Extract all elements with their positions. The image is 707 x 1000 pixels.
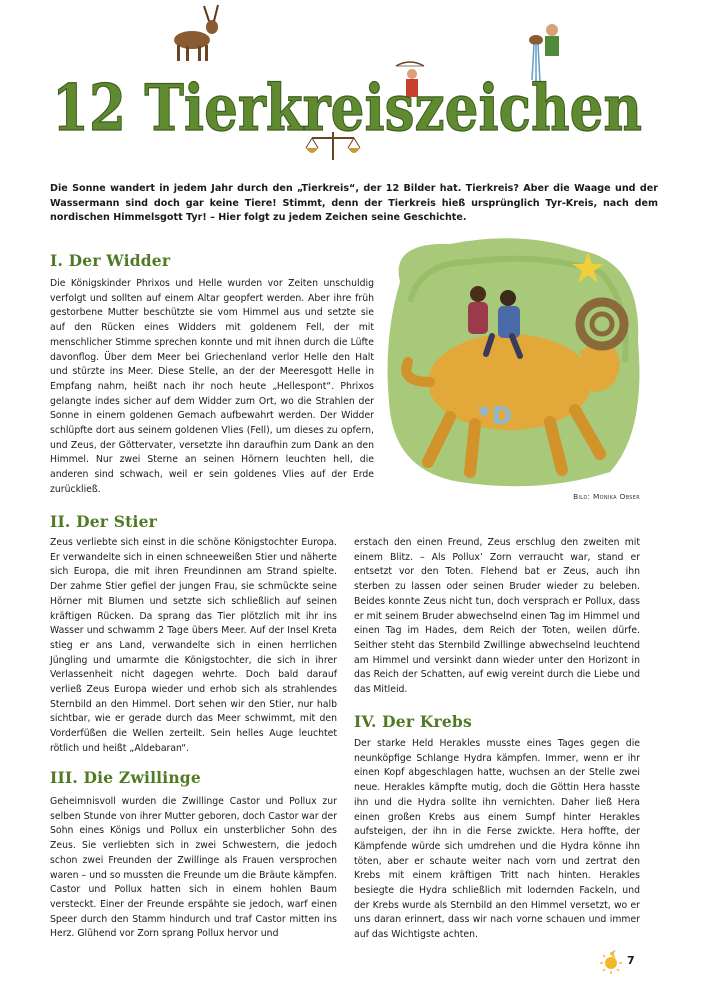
heading-stier: II. Der Stier	[50, 512, 158, 531]
paragraph-widder: Die Königskinder Phrixos und Helle wurden vor Zeiten unschuldig verfolgt und sollten auf einem Altar geopfert werden. Aber ihre früh gestorbene Mutter beschützte sie vom Himmel aus und setzte sie auf den Rücken eines Widders mit goldenem Fell, der mit menschlicher Stimme sprechen konnte und mit ihnen durch die Lüfte davonflog. Über dem Meer bei Griechenland verlor Helle den Halt und stürzte ins Meer. Diese Stelle, an der der Meeresgott Helle in Empfang nahm, heißt nach ihr noch heute „Hellespont“. Phrixos gelangte indes sicher auf dem Widder zum Ort, wo die Strahlen der Sonne in einem goldenen Gemach aufbewahrt werden. Der Widder schlüpfte dort aus seinem goldenen Vlies (Fell), um dieses zu opfern, und Zeus, der Göttervater, versetzte ihn daraufhin zum Dank an den Himmel. Nur zwei Sterne an seinen Hörnern leuchten hell, die anderen sind schwach, weil er sein goldenes Vlies auf der Erde zurückließ.	[50, 278, 374, 495]
page-number: 7	[627, 954, 635, 967]
paragraph-krebs: Der starke Held Herakles musste eines Tages gegen die neunköpfige Schlange Hydra kämpfen. Immer, wenn er ihr einen Kopf abgeschlagen hatte, wuchsen an der Stelle zwei neue. Herakles kämpfte mutig, doch die Göttin Hera hasste ihn und die Hydra sollte ihn vernichten. Daher ließ Hera einen großen Krebs aus einem Sumpf hinter Herakles aufsteigen, der ihn in die Ferse zwickte. Hera hoffte, der Kämpfende würde sich umdrehen und die Hydra könne ihn töten, aber er schaute weiter nach vorn und zertrat den Krebs mit einem kräftigen Tritt nach hinten. Herakles besiegte die Hydra schließlich mit lodernden Fackeln, und der Krebs wurde als Sternbild an den Himmel versetzt, wo er uns daran erinnert, dass wir nach vorne schauen und immer auf das Wichtigste achten.	[354, 738, 640, 941]
title-banner	[0, 0, 707, 175]
text-zwillinge-continued	[354, 536, 640, 698]
text-widder	[50, 277, 374, 498]
heading-zwillinge: III. Die Zwillinge	[50, 768, 201, 787]
text-krebs	[354, 737, 640, 943]
text-zwillinge	[50, 795, 337, 942]
paragraph-stier: Zeus verliebte sich einst in die schöne Königstochter Europa. Er verwandelte sich in einen schneeweißen Stier und näherte sich Europa, die mit ihren Freundinnen am Strand spielte. Der zahme Stier gefiel der jungen Frau, sie schmückte seine Hörner mit Blumen und setzte sich schließlich auf seinen kräftigen Rücken. Da sprang das Tier plötzlich mit ihr ins Wasser und schwamm 2 Tage übers Meer. Auf der Insel Kreta stieg er ans Land, verwandelte sich in einen herrlichen Jüngling und umarmte die Königstochter, die sich in ihrer Verlassenheit nicht dagegen wehrte. Doch bald darauf verließ Zeus Europa wieder und erhob sich als strahlendes Sternbild an den Himmel. Dort sehen wir den Stier, nur halb sichtbar, wie er gerade durch das Meer schwimmt, mit den Vorderfüßen die Wellen zerteilt. Sein helles Auge leuchtet rötlich und heißt „Aldebaran“.	[50, 537, 337, 754]
goat-icon	[174, 5, 218, 61]
image-credit: Bild: Monika Obser	[573, 492, 640, 501]
paragraph-zwillinge-continued: erstach den einen Freund, Zeus erschlug den zweiten mit einem Blitz. – Als Pollux’ Zorn verraucht war, stand er entsetzt vor den Toten. Flehend bat er Zeus, auch ihn sterben zu lassen oder seinen Bruder wieder zu beleben. Beides konnte Zeus nicht tun, doch versprach er Pollux, dass er mit seinem Bruder abwechselnd einen Tag im Himmel und einen Tag im Hades, dem Reich der Toten, weilen dürfe. Seither steht das Sternbild Zwillinge abwechselnd leuchtend am Himmel und versinkt dann wieder unter den Horizont in das Reich der Schatten, auf ewig vereint durch die Liebe und das Mitleid.	[354, 537, 640, 696]
illustration-letter: D	[492, 402, 512, 430]
heading-widder: I. Der Widder	[50, 251, 171, 270]
heading-krebs: IV. Der Krebs	[354, 712, 472, 731]
paragraph-zwillinge: Geheimnisvoll wurden die Zwillinge Castor und Pollux zur selben Stunde von ihrer Mutter geboren, doch Castor war der Sohn eines Königs und Pollux ein unsterblicher Sohn des Zeus. Sie verliebten sich in zwei Schwestern, die jedoch schon zwei Freunden der Zwillinge als Frauen versprochen waren – und so mussten die Freunde um die Bräute kämpfen. Castor und Pollux hatten sich in einem hohlen Baum versteckt. Einer der Freunde erspähte sie jedoch, warf einen Speer durch den Stamm hindurch und traf Castor mitten ins Herz. Glühend vor Zorn sprang Pollux hervor und	[50, 796, 337, 940]
sun-moon-icon	[598, 948, 624, 974]
page-title: 12 Tierkreiszeichen	[52, 71, 642, 146]
intro-paragraph: Die Sonne wandert in jedem Jahr durch den „Tierkreis“, der 12 Bilder hat. Tierkreis? Aber die Waage und der Wassermann sind doch gar keine Tiere! Stimmt, denn der Tierkreis hieß ursprünglich Tyr-Kreis, nach dem nordischen Himmelsgott Tyr! – Hier folgt zu jedem Zeichen seine Geschichte.	[50, 183, 658, 224]
ram-illustration	[380, 232, 648, 494]
text-stier	[50, 536, 337, 757]
